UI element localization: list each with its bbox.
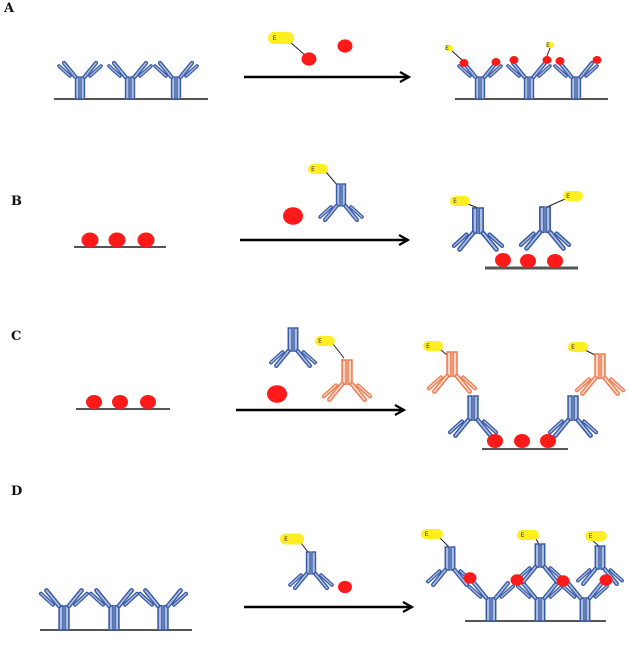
panel-a-bound-antigen	[543, 56, 552, 64]
panel-b-bound-antigen	[547, 254, 563, 268]
panel-c-result-secondary-antibody	[577, 354, 623, 394]
enzyme-links	[290, 42, 600, 552]
svg-text:E: E	[272, 35, 277, 42]
panel-d-labelled-antibody	[290, 552, 332, 588]
panel-a-bound-antigen	[556, 57, 565, 65]
svg-text:E: E	[588, 533, 593, 540]
panel-a-free-enzyme	[268, 32, 294, 44]
panel-c-bound-enzyme	[423, 341, 443, 351]
panel-b-labelled-antibody	[320, 184, 362, 220]
panel-a-start-antibody	[59, 63, 101, 99]
panel-a-bound-antigen	[460, 59, 469, 67]
panel-a-result-antibody	[508, 63, 550, 99]
panel-a-labelled-antigen	[302, 52, 317, 65]
panel-d-bound-enzyme	[421, 529, 443, 539]
panel-c-free-enzyme	[315, 336, 335, 346]
panel-c-coated-antigen	[112, 395, 128, 409]
svg-text:E: E	[546, 42, 550, 49]
panel-d-bound-enzyme	[585, 531, 607, 541]
enzyme-link-line	[301, 543, 308, 552]
svg-text:E: E	[571, 344, 575, 351]
panel-d-free-enzyme	[280, 534, 304, 545]
panel-b-coated-antigen	[138, 233, 155, 248]
panel-d-capture-antibody	[518, 583, 562, 621]
panel-d-bound-enzyme	[517, 530, 539, 540]
antigens	[82, 39, 613, 593]
panel-b-bound-enzyme	[450, 196, 470, 206]
panel-a-start-antibody	[155, 63, 197, 99]
panel-c-bound-antigen	[487, 434, 503, 448]
panel-c-primary-antibody	[271, 328, 315, 366]
panel-c-free-antigen	[267, 385, 287, 403]
panel-label-a: A	[4, 1, 15, 16]
panel-c-secondary-antibody	[324, 360, 370, 400]
svg-text:E: E	[426, 343, 430, 350]
panel-a-bound-antigen	[510, 56, 519, 64]
panel-c-bound-antigen	[540, 434, 556, 448]
panel-d-bound-antigen	[464, 572, 477, 583]
panel-a-result-antibody	[555, 63, 597, 99]
surfaces	[40, 99, 608, 630]
panel-c-result-primary-antibody	[450, 396, 496, 436]
panel-d-capture-antibody	[563, 583, 607, 621]
panel-d-bound-antigen	[600, 574, 613, 585]
enzyme-link-line	[333, 344, 344, 358]
panel-d-free-antigen	[338, 581, 352, 593]
svg-text:E: E	[566, 193, 570, 200]
enzyme-link-line	[452, 51, 462, 60]
enzyme-link-line	[290, 42, 306, 56]
panel-a-free-antigen	[338, 39, 353, 52]
svg-text:E: E	[284, 536, 288, 543]
panel-b-result-antibody	[454, 208, 502, 249]
panel-d-bound-antigen	[557, 575, 570, 586]
panel-d-start-antibody	[140, 590, 186, 630]
panel-a-result-antibody	[459, 63, 501, 99]
svg-text:E: E	[424, 531, 429, 538]
svg-text:E: E	[520, 532, 525, 539]
panel-label-d: D	[11, 484, 23, 499]
panel-d-start-antibody	[91, 590, 137, 630]
panel-a-start-antibody	[109, 63, 151, 99]
svg-text:E: E	[453, 198, 457, 205]
enzymes	[268, 32, 607, 545]
panel-b-coated-antigen	[109, 233, 126, 248]
panel-b-bound-enzyme	[563, 191, 583, 201]
panel-label-b: B	[11, 194, 22, 209]
panel-d-bound-antigen	[511, 574, 524, 585]
enzyme-link-line	[547, 48, 550, 56]
svg-text:E: E	[311, 166, 315, 173]
panel-b-bound-antigen	[495, 253, 511, 267]
panel-c-result-secondary-antibody	[429, 352, 475, 392]
enzyme-link-line	[440, 538, 449, 547]
panel-d-start-antibody	[41, 590, 87, 630]
panel-b-free-enzyme	[308, 164, 328, 174]
panel-b-coated-antigen	[82, 233, 99, 248]
panel-a-bound-antigen	[492, 58, 501, 66]
panel-c-coated-antigen	[140, 395, 156, 409]
panel-a-bound-antigen	[593, 56, 602, 64]
panel-label-c: C	[11, 329, 22, 344]
panel-c-bound-antigen	[514, 434, 530, 448]
panel-c-coated-antigen	[86, 395, 102, 409]
enzyme-link-line	[547, 199, 565, 207]
panel-c-bound-enzyme	[568, 342, 588, 352]
svg-text:E: E	[445, 45, 449, 52]
panel-b-result-antibody	[521, 207, 569, 248]
panel-b-free-antigen	[283, 207, 303, 225]
panel-d-detection-antibody	[518, 544, 562, 582]
panel-b-bound-antigen	[520, 254, 536, 268]
panel-d-capture-antibody	[469, 583, 513, 621]
panel-c-result-primary-antibody	[550, 396, 596, 436]
svg-text:E: E	[318, 338, 322, 345]
panel-a-bound-enzyme	[546, 42, 554, 49]
antibodies	[41, 63, 623, 630]
panel-a-bound-enzyme	[445, 45, 453, 52]
